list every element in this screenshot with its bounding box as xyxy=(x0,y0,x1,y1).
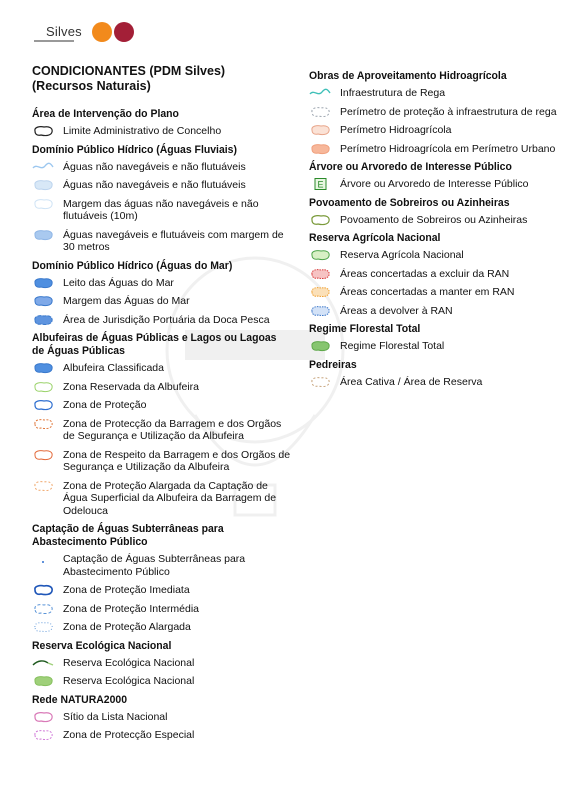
legend-item-label: Perímetro Hidroagrícola xyxy=(340,124,452,136)
legend-item-label: Reserva Ecológica Nacional xyxy=(63,656,195,669)
section-title: Área de Intervenção do Plano xyxy=(32,108,179,120)
outline-orange-symbol-icon xyxy=(32,449,54,461)
legend-section xyxy=(309,232,559,317)
legend-right-column xyxy=(309,70,559,394)
legend-item xyxy=(309,87,559,100)
legend-item-label: Povoamento de Sobreiros ou Azinheiras xyxy=(340,213,528,226)
section-title: Domínio Público Hídrico (Águas do Mar) xyxy=(32,259,233,272)
legend-item-label: Zona Reservada da Albufeira xyxy=(63,380,200,393)
legend-item xyxy=(32,711,294,724)
legend-item xyxy=(32,362,294,375)
fill-blue-dots-symbol-icon xyxy=(32,314,54,326)
legend-section xyxy=(32,144,294,254)
outline-paleblue-symbol-icon xyxy=(32,198,54,210)
legend-section xyxy=(32,523,294,634)
legend-item-label: Infraestrutura de Rega xyxy=(340,87,446,99)
section-title: Captação de Águas Subterrâneas para Abastecimento Público xyxy=(32,523,224,548)
legend-item xyxy=(32,480,294,518)
fill-salmon-symbol-icon xyxy=(309,143,331,155)
document-title xyxy=(32,64,294,94)
legend-item-label: Margem das águas não navegáveis e não flutuáveis (10m) xyxy=(63,197,259,222)
dash-tan-symbol-icon xyxy=(309,376,331,388)
dash-blue-symbol-icon xyxy=(32,603,54,615)
dash-orange-light-symbol-icon xyxy=(32,480,54,492)
legend-item-label: Áreas concertadas a manter em RAN xyxy=(340,286,515,298)
legend-item xyxy=(32,657,294,670)
legend-item xyxy=(32,675,294,688)
legend-item xyxy=(309,376,559,389)
dash-orange-symbol-icon xyxy=(32,418,54,430)
legend-item xyxy=(32,553,294,578)
fill-blue-hatch-symbol-icon xyxy=(32,295,54,307)
wave-teal-symbol-icon xyxy=(309,87,331,99)
legend-item xyxy=(32,381,294,394)
legend-item xyxy=(32,449,294,474)
fill-blue-symbol-icon xyxy=(32,362,54,374)
line-green-dark-symbol-icon xyxy=(32,657,54,669)
right-sections xyxy=(309,70,559,388)
legend-section xyxy=(32,108,294,138)
legend-item-label: Águas não navegáveis e não flutuáveis xyxy=(63,179,246,191)
legend-item xyxy=(32,198,294,223)
legend-item xyxy=(32,277,294,290)
legend-item-label: Albufeira Classificada xyxy=(63,362,164,374)
fill-blue-symbol-icon xyxy=(32,277,54,289)
section-title: Domínio Público Hídrico (Águas Fluviais) xyxy=(32,143,237,156)
section-title: Rede NATURA2000 xyxy=(32,693,128,706)
legend-item-label: Reserva Ecológica Nacional xyxy=(63,675,195,687)
legend-section xyxy=(309,359,559,389)
legend-item xyxy=(32,161,294,174)
legend-item-label: Zona de Proteção Alargada xyxy=(63,621,191,633)
legend-item-label: Zona de Respeito da Barragem e dos Orgãos de Segurança e Utilização da Albufeira xyxy=(63,448,291,473)
legend-item xyxy=(32,314,294,327)
legend-section xyxy=(309,161,559,191)
title-line-2: (Recursos Naturais) xyxy=(32,79,151,93)
outline-blue-symbol-icon xyxy=(32,399,54,411)
legend-item xyxy=(309,124,559,137)
legend-item-label: Zona de Proteção Imediata xyxy=(63,584,190,596)
legend-section xyxy=(309,70,559,155)
outline-pink-symbol-icon xyxy=(32,711,54,723)
outline-darkblue-symbol-icon xyxy=(32,584,54,596)
legend-item xyxy=(309,143,559,156)
legend-item-label: Árvore ou Arvoredo de Interesse Público xyxy=(340,178,529,190)
crest-icon xyxy=(114,22,134,42)
legend-item-label: Perímetro Hidroagrícola em Perímetro Urbano xyxy=(340,142,556,155)
legend-item xyxy=(32,621,294,634)
legend-section xyxy=(32,332,294,517)
outline-green-symbol-icon xyxy=(32,381,54,393)
legend-item xyxy=(32,125,294,138)
title-line-1: CONDICIONANTES (PDM Silves) xyxy=(32,64,226,78)
legend-section xyxy=(32,640,294,688)
legend-item-label: Regime Florestal Total xyxy=(340,340,445,352)
orange-emblem-icon xyxy=(92,22,112,42)
legend-item-label: Zona de Protecção da Barragem e dos Orgãos de Segurança e Utilização da Albufeira xyxy=(63,417,282,442)
header-logo xyxy=(32,22,142,52)
section-title: Reserva Ecológica Nacional xyxy=(32,639,172,652)
outline-salmon-hatch-symbol-icon xyxy=(309,124,331,136)
legend-section xyxy=(309,323,559,353)
legend-item xyxy=(309,268,559,281)
legend-item xyxy=(309,214,559,227)
legend-item-label: Zona de Proteção Intermédia xyxy=(63,602,199,615)
hatch-blue-symbol-icon xyxy=(309,305,331,317)
section-title: Regime Florestal Total xyxy=(309,323,421,335)
section-title: Reserva Agrícola Nacional xyxy=(309,232,441,244)
outline-black-symbol-icon xyxy=(32,125,54,137)
dot-blue-symbol-icon xyxy=(32,553,54,565)
legend-item xyxy=(32,603,294,616)
legend-item xyxy=(32,584,294,597)
legend-item xyxy=(309,249,559,262)
legend-section xyxy=(32,694,294,742)
fill-paleblue-symbol-icon xyxy=(32,179,54,191)
legend-item-label: Captação de Águas Subterrâneas para Abastecimento Público xyxy=(63,553,246,578)
section-title: Árvore ou Arvoredo de Interesse Público xyxy=(309,161,512,173)
brand-name: Silves xyxy=(46,24,82,39)
section-title: Povoamento de Sobreiros ou Azinheiras xyxy=(309,196,510,209)
dash-pink-symbol-icon xyxy=(32,729,54,741)
legend-section xyxy=(309,197,559,227)
box-e-symbol-icon xyxy=(309,178,331,190)
legend-left-column xyxy=(32,64,294,748)
legend-item-label: Reserva Agrícola Nacional xyxy=(340,249,464,261)
dot-outline-blue-symbol-icon xyxy=(32,621,54,633)
legend-item-label: Margem das Águas do Mar xyxy=(63,295,190,307)
fill-green-hatch-symbol-icon xyxy=(309,340,331,352)
legend-item-label: Áreas concertadas a excluir da RAN xyxy=(340,267,510,280)
outline-olive-symbol-icon xyxy=(309,214,331,226)
legend-item-label: Sítio da Lista Nacional xyxy=(63,710,168,723)
legend-item xyxy=(309,106,559,119)
legend-item-label: Áreas a devolver à RAN xyxy=(340,304,453,317)
legend-item xyxy=(32,418,294,443)
legend-item-label: Perímetro de proteção à infraestrutura de rega xyxy=(340,105,557,118)
legend-item xyxy=(32,399,294,412)
legend-item xyxy=(32,179,294,192)
legend-item xyxy=(309,178,559,191)
section-title: Albufeiras de Águas Públicas e Lagos ou Lagoas de Águas Públicas xyxy=(32,332,277,357)
legend-item-label: Área Cativa / Área de Reserva xyxy=(340,375,483,388)
svg-text:E: E xyxy=(317,179,324,190)
wave-lightblue-symbol-icon xyxy=(32,161,54,173)
fill-green-symbol-icon xyxy=(32,675,54,687)
legend-item xyxy=(32,729,294,742)
legend-item-label: Zona de Proteção Alargada da Captação de Água Superficial da Albufeira da Barragem de Odelouca xyxy=(63,479,277,517)
section-title: Obras de Aproveitamento Hidroagrícola xyxy=(309,70,507,82)
legend-item-label: Zona de Proteção xyxy=(63,399,147,411)
legend-item-label: Leito das Águas do Mar xyxy=(63,276,174,289)
legend-item-label: Águas navegáveis e flutuáveis com margem de 30 metros xyxy=(63,228,284,253)
legend-item-label: Área de Jurisdição Portuária da Doca Pesca xyxy=(63,313,270,326)
legend-item-label: Águas não navegáveis e não flutuáveis xyxy=(63,160,246,173)
fill-lightblue-symbol-icon xyxy=(32,229,54,241)
legend-item xyxy=(32,229,294,254)
dash-grey-symbol-icon xyxy=(309,106,331,118)
legend-item xyxy=(309,340,559,353)
legend-item xyxy=(309,286,559,299)
outline-green-hatch-symbol-icon xyxy=(309,249,331,261)
hatch-orange-symbol-icon xyxy=(309,286,331,298)
brand-underline xyxy=(34,40,74,42)
section-title: Pedreiras xyxy=(309,358,357,371)
hatch-red-symbol-icon xyxy=(309,268,331,280)
legend-item xyxy=(309,305,559,318)
legend-item-label: Zona de Protecção Especial xyxy=(63,729,195,741)
legend-item xyxy=(32,295,294,308)
legend-item-label: Limite Administrativo de Concelho xyxy=(63,125,222,137)
legend-section xyxy=(32,260,294,327)
left-sections xyxy=(32,108,294,742)
